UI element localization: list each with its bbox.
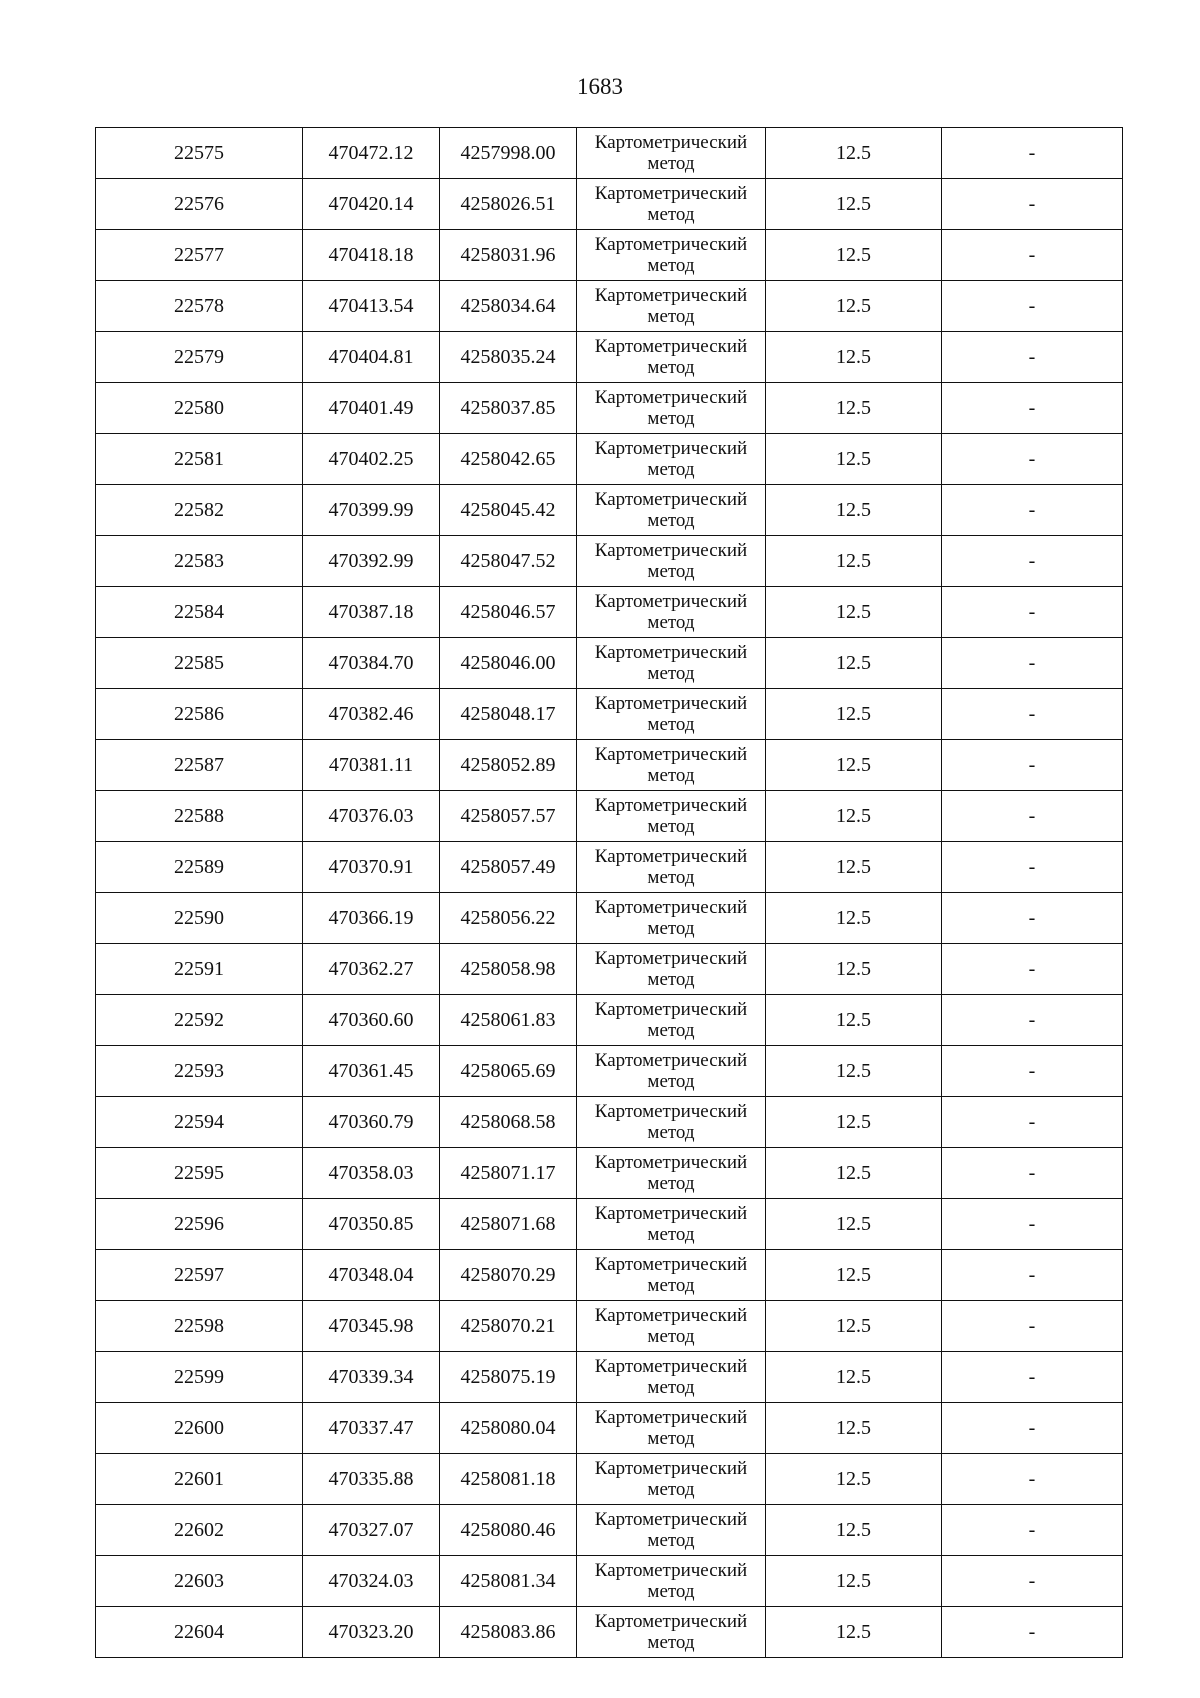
table-row bbox=[96, 689, 1123, 740]
point-number-cell: 22593 bbox=[96, 1046, 303, 1097]
y-coordinate-cell: 4258026.51 bbox=[440, 179, 577, 230]
method-line-2: метод bbox=[647, 918, 695, 939]
accuracy-cell: 12.5 bbox=[766, 1097, 942, 1148]
point-number-cell: 22596 bbox=[96, 1199, 303, 1250]
method-cell bbox=[577, 1148, 766, 1199]
point-number-cell: 22580 bbox=[96, 383, 303, 434]
accuracy-cell: 12.5 bbox=[766, 434, 942, 485]
x-coordinate-cell: 470335.88 bbox=[303, 1454, 440, 1505]
method-line-2: метод bbox=[647, 1071, 695, 1092]
point-number-cell: 22577 bbox=[96, 230, 303, 281]
note-cell: - bbox=[942, 536, 1123, 587]
method-cell bbox=[577, 1556, 766, 1607]
table-row bbox=[96, 842, 1123, 893]
method-cell bbox=[577, 893, 766, 944]
note-cell: - bbox=[942, 1403, 1123, 1454]
note-cell: - bbox=[942, 230, 1123, 281]
method-line-1: Картометрический bbox=[594, 1305, 748, 1326]
note-cell: - bbox=[942, 485, 1123, 536]
method-line-2: метод bbox=[647, 1326, 695, 1347]
method-cell bbox=[577, 1403, 766, 1454]
table-row bbox=[96, 1199, 1123, 1250]
table-row bbox=[96, 791, 1123, 842]
method-cell bbox=[577, 1607, 766, 1658]
table-row bbox=[96, 1046, 1123, 1097]
note-cell: - bbox=[942, 332, 1123, 383]
note-cell: - bbox=[942, 179, 1123, 230]
note-cell: - bbox=[942, 128, 1123, 179]
table-row bbox=[96, 383, 1123, 434]
table-row bbox=[96, 179, 1123, 230]
method-line-2: метод bbox=[647, 1581, 695, 1602]
x-coordinate-cell: 470384.70 bbox=[303, 638, 440, 689]
accuracy-cell: 12.5 bbox=[766, 536, 942, 587]
method-cell bbox=[577, 587, 766, 638]
method-line-2: метод bbox=[647, 1632, 695, 1653]
x-coordinate-cell: 470401.49 bbox=[303, 383, 440, 434]
point-number-cell: 22600 bbox=[96, 1403, 303, 1454]
accuracy-cell: 12.5 bbox=[766, 638, 942, 689]
x-coordinate-cell: 470366.19 bbox=[303, 893, 440, 944]
page-number: 1683 bbox=[577, 74, 623, 99]
method-line-2: метод bbox=[647, 510, 695, 531]
method-line-1: Картометрический bbox=[594, 285, 748, 306]
method-line-1: Картометрический bbox=[594, 489, 748, 510]
coordinates-table bbox=[95, 127, 1123, 1658]
accuracy-cell: 12.5 bbox=[766, 1352, 942, 1403]
method-line-2: метод bbox=[647, 408, 695, 429]
table-row bbox=[96, 230, 1123, 281]
accuracy-cell: 12.5 bbox=[766, 128, 942, 179]
method-line-1: Картометрический bbox=[594, 999, 748, 1020]
accuracy-cell: 12.5 bbox=[766, 1199, 942, 1250]
method-line-2: метод bbox=[647, 1020, 695, 1041]
accuracy-cell: 12.5 bbox=[766, 1148, 942, 1199]
note-cell: - bbox=[942, 791, 1123, 842]
method-line-1: Картометрический bbox=[594, 693, 748, 714]
method-cell bbox=[577, 383, 766, 434]
note-cell: - bbox=[942, 587, 1123, 638]
accuracy-cell: 12.5 bbox=[766, 995, 942, 1046]
method-line-2: метод bbox=[647, 1122, 695, 1143]
y-coordinate-cell: 4258056.22 bbox=[440, 893, 577, 944]
method-cell bbox=[577, 638, 766, 689]
method-line-1: Картометрический bbox=[594, 1458, 748, 1479]
accuracy-cell: 12.5 bbox=[766, 1250, 942, 1301]
method-cell bbox=[577, 740, 766, 791]
method-line-2: метод bbox=[647, 255, 695, 276]
y-coordinate-cell: 4258045.42 bbox=[440, 485, 577, 536]
x-coordinate-cell: 470360.60 bbox=[303, 995, 440, 1046]
table-row bbox=[96, 740, 1123, 791]
table-row bbox=[96, 1505, 1123, 1556]
y-coordinate-cell: 4258075.19 bbox=[440, 1352, 577, 1403]
method-line-1: Картометрический bbox=[594, 438, 748, 459]
x-coordinate-cell: 470420.14 bbox=[303, 179, 440, 230]
method-cell bbox=[577, 944, 766, 995]
point-number-cell: 22597 bbox=[96, 1250, 303, 1301]
accuracy-cell: 12.5 bbox=[766, 1301, 942, 1352]
point-number-cell: 22581 bbox=[96, 434, 303, 485]
method-line-1: Картометрический bbox=[594, 1611, 748, 1632]
x-coordinate-cell: 470413.54 bbox=[303, 281, 440, 332]
table-row bbox=[96, 1097, 1123, 1148]
y-coordinate-cell: 4257998.00 bbox=[440, 128, 577, 179]
table-row bbox=[96, 1607, 1123, 1658]
method-cell bbox=[577, 281, 766, 332]
method-line-1: Картометрический bbox=[594, 1152, 748, 1173]
table-body bbox=[96, 128, 1123, 1658]
method-line-1: Картометрический bbox=[594, 1356, 748, 1377]
table-row bbox=[96, 944, 1123, 995]
method-cell bbox=[577, 1505, 766, 1556]
table-row bbox=[96, 1301, 1123, 1352]
table-row bbox=[96, 1556, 1123, 1607]
accuracy-cell: 12.5 bbox=[766, 689, 942, 740]
method-cell bbox=[577, 1046, 766, 1097]
accuracy-cell: 12.5 bbox=[766, 1556, 942, 1607]
method-line-2: метод bbox=[647, 1224, 695, 1245]
accuracy-cell: 12.5 bbox=[766, 281, 942, 332]
x-coordinate-cell: 470381.11 bbox=[303, 740, 440, 791]
y-coordinate-cell: 4258031.96 bbox=[440, 230, 577, 281]
method-line-1: Картометрический bbox=[594, 591, 748, 612]
x-coordinate-cell: 470402.25 bbox=[303, 434, 440, 485]
point-number-cell: 22578 bbox=[96, 281, 303, 332]
accuracy-cell: 12.5 bbox=[766, 230, 942, 281]
method-line-1: Картометрический bbox=[594, 1560, 748, 1581]
accuracy-cell: 12.5 bbox=[766, 740, 942, 791]
x-coordinate-cell: 470350.85 bbox=[303, 1199, 440, 1250]
x-coordinate-cell: 470362.27 bbox=[303, 944, 440, 995]
method-cell bbox=[577, 230, 766, 281]
accuracy-cell: 12.5 bbox=[766, 1046, 942, 1097]
x-coordinate-cell: 470348.04 bbox=[303, 1250, 440, 1301]
table-row bbox=[96, 1352, 1123, 1403]
y-coordinate-cell: 4258057.49 bbox=[440, 842, 577, 893]
note-cell: - bbox=[942, 434, 1123, 485]
table-row bbox=[96, 536, 1123, 587]
method-line-2: метод bbox=[647, 663, 695, 684]
method-line-2: метод bbox=[647, 765, 695, 786]
x-coordinate-cell: 470382.46 bbox=[303, 689, 440, 740]
point-number-cell: 22602 bbox=[96, 1505, 303, 1556]
method-line-1: Картометрический bbox=[594, 132, 748, 153]
method-cell bbox=[577, 332, 766, 383]
y-coordinate-cell: 4258058.98 bbox=[440, 944, 577, 995]
note-cell: - bbox=[942, 638, 1123, 689]
method-line-2: метод bbox=[647, 153, 695, 174]
table-row bbox=[96, 128, 1123, 179]
accuracy-cell: 12.5 bbox=[766, 1607, 942, 1658]
method-line-2: метод bbox=[647, 1275, 695, 1296]
point-number-cell: 22594 bbox=[96, 1097, 303, 1148]
method-line-1: Картометрический bbox=[594, 540, 748, 561]
method-line-2: метод bbox=[647, 1530, 695, 1551]
y-coordinate-cell: 4258037.85 bbox=[440, 383, 577, 434]
method-cell bbox=[577, 1250, 766, 1301]
y-coordinate-cell: 4258042.65 bbox=[440, 434, 577, 485]
method-line-2: метод bbox=[647, 204, 695, 225]
table-row bbox=[96, 587, 1123, 638]
x-coordinate-cell: 470323.20 bbox=[303, 1607, 440, 1658]
method-line-2: метод bbox=[647, 1377, 695, 1398]
method-line-1: Картометрический bbox=[594, 1254, 748, 1275]
point-number-cell: 22582 bbox=[96, 485, 303, 536]
note-cell: - bbox=[942, 1046, 1123, 1097]
note-cell: - bbox=[942, 1454, 1123, 1505]
y-coordinate-cell: 4258081.18 bbox=[440, 1454, 577, 1505]
note-cell: - bbox=[942, 1199, 1123, 1250]
y-coordinate-cell: 4258061.83 bbox=[440, 995, 577, 1046]
y-coordinate-cell: 4258070.29 bbox=[440, 1250, 577, 1301]
method-line-1: Картометрический bbox=[594, 897, 748, 918]
method-line-1: Картометрический bbox=[594, 387, 748, 408]
method-line-2: метод bbox=[647, 969, 695, 990]
method-line-1: Картометрический bbox=[594, 183, 748, 204]
y-coordinate-cell: 4258057.57 bbox=[440, 791, 577, 842]
method-cell bbox=[577, 1199, 766, 1250]
table-row bbox=[96, 434, 1123, 485]
x-coordinate-cell: 470376.03 bbox=[303, 791, 440, 842]
table-row bbox=[96, 893, 1123, 944]
y-coordinate-cell: 4258052.89 bbox=[440, 740, 577, 791]
method-line-1: Картометрический bbox=[594, 846, 748, 867]
note-cell: - bbox=[942, 842, 1123, 893]
accuracy-cell: 12.5 bbox=[766, 383, 942, 434]
note-cell: - bbox=[942, 1097, 1123, 1148]
table-row bbox=[96, 281, 1123, 332]
point-number-cell: 22591 bbox=[96, 944, 303, 995]
method-cell bbox=[577, 1097, 766, 1148]
method-cell bbox=[577, 536, 766, 587]
method-line-2: метод bbox=[647, 459, 695, 480]
table-row bbox=[96, 638, 1123, 689]
point-number-cell: 22584 bbox=[96, 587, 303, 638]
method-line-2: метод bbox=[647, 816, 695, 837]
method-cell bbox=[577, 485, 766, 536]
x-coordinate-cell: 470472.12 bbox=[303, 128, 440, 179]
method-line-2: метод bbox=[647, 357, 695, 378]
y-coordinate-cell: 4258081.34 bbox=[440, 1556, 577, 1607]
y-coordinate-cell: 4258065.69 bbox=[440, 1046, 577, 1097]
y-coordinate-cell: 4258046.57 bbox=[440, 587, 577, 638]
note-cell: - bbox=[942, 1301, 1123, 1352]
note-cell: - bbox=[942, 944, 1123, 995]
method-cell bbox=[577, 842, 766, 893]
y-coordinate-cell: 4258070.21 bbox=[440, 1301, 577, 1352]
note-cell: - bbox=[942, 1505, 1123, 1556]
note-cell: - bbox=[942, 740, 1123, 791]
method-line-2: метод bbox=[647, 1173, 695, 1194]
note-cell: - bbox=[942, 281, 1123, 332]
accuracy-cell: 12.5 bbox=[766, 1403, 942, 1454]
y-coordinate-cell: 4258080.46 bbox=[440, 1505, 577, 1556]
point-number-cell: 22588 bbox=[96, 791, 303, 842]
note-cell: - bbox=[942, 893, 1123, 944]
method-line-1: Картометрический bbox=[594, 948, 748, 969]
point-number-cell: 22585 bbox=[96, 638, 303, 689]
table-row bbox=[96, 1148, 1123, 1199]
x-coordinate-cell: 470418.18 bbox=[303, 230, 440, 281]
table-row bbox=[96, 1454, 1123, 1505]
method-line-1: Картометрический bbox=[594, 1101, 748, 1122]
method-cell bbox=[577, 1301, 766, 1352]
point-number-cell: 22576 bbox=[96, 179, 303, 230]
y-coordinate-cell: 4258071.17 bbox=[440, 1148, 577, 1199]
accuracy-cell: 12.5 bbox=[766, 1454, 942, 1505]
method-line-1: Картометрический bbox=[594, 234, 748, 255]
method-line-1: Картометрический bbox=[594, 1050, 748, 1071]
x-coordinate-cell: 470358.03 bbox=[303, 1148, 440, 1199]
method-line-2: метод bbox=[647, 612, 695, 633]
point-number-cell: 22601 bbox=[96, 1454, 303, 1505]
y-coordinate-cell: 4258068.58 bbox=[440, 1097, 577, 1148]
table-row bbox=[96, 332, 1123, 383]
method-cell bbox=[577, 791, 766, 842]
point-number-cell: 22579 bbox=[96, 332, 303, 383]
method-line-2: метод bbox=[647, 561, 695, 582]
point-number-cell: 22604 bbox=[96, 1607, 303, 1658]
x-coordinate-cell: 470360.79 bbox=[303, 1097, 440, 1148]
y-coordinate-cell: 4258048.17 bbox=[440, 689, 577, 740]
y-coordinate-cell: 4258034.64 bbox=[440, 281, 577, 332]
note-cell: - bbox=[942, 995, 1123, 1046]
accuracy-cell: 12.5 bbox=[766, 1505, 942, 1556]
method-line-1: Картометрический bbox=[594, 1407, 748, 1428]
x-coordinate-cell: 470361.45 bbox=[303, 1046, 440, 1097]
note-cell: - bbox=[942, 689, 1123, 740]
method-cell bbox=[577, 434, 766, 485]
method-cell bbox=[577, 179, 766, 230]
method-line-1: Картометрический bbox=[594, 744, 748, 765]
method-line-1: Картометрический bbox=[594, 795, 748, 816]
x-coordinate-cell: 470337.47 bbox=[303, 1403, 440, 1454]
accuracy-cell: 12.5 bbox=[766, 791, 942, 842]
accuracy-cell: 12.5 bbox=[766, 842, 942, 893]
point-number-cell: 22587 bbox=[96, 740, 303, 791]
method-cell bbox=[577, 689, 766, 740]
point-number-cell: 22598 bbox=[96, 1301, 303, 1352]
point-number-cell: 22575 bbox=[96, 128, 303, 179]
x-coordinate-cell: 470399.99 bbox=[303, 485, 440, 536]
note-cell: - bbox=[942, 1607, 1123, 1658]
accuracy-cell: 12.5 bbox=[766, 485, 942, 536]
x-coordinate-cell: 470370.91 bbox=[303, 842, 440, 893]
method-line-2: метод bbox=[647, 867, 695, 888]
method-line-1: Картометрический bbox=[594, 642, 748, 663]
point-number-cell: 22586 bbox=[96, 689, 303, 740]
y-coordinate-cell: 4258080.04 bbox=[440, 1403, 577, 1454]
table-row bbox=[96, 485, 1123, 536]
note-cell: - bbox=[942, 383, 1123, 434]
x-coordinate-cell: 470327.07 bbox=[303, 1505, 440, 1556]
point-number-cell: 22583 bbox=[96, 536, 303, 587]
accuracy-cell: 12.5 bbox=[766, 587, 942, 638]
method-line-2: метод bbox=[647, 1428, 695, 1449]
x-coordinate-cell: 470324.03 bbox=[303, 1556, 440, 1607]
method-line-1: Картометрический bbox=[594, 336, 748, 357]
accuracy-cell: 12.5 bbox=[766, 332, 942, 383]
table-row bbox=[96, 995, 1123, 1046]
x-coordinate-cell: 470392.99 bbox=[303, 536, 440, 587]
y-coordinate-cell: 4258035.24 bbox=[440, 332, 577, 383]
y-coordinate-cell: 4258046.00 bbox=[440, 638, 577, 689]
note-cell: - bbox=[942, 1556, 1123, 1607]
method-line-1: Картометрический bbox=[594, 1203, 748, 1224]
accuracy-cell: 12.5 bbox=[766, 179, 942, 230]
note-cell: - bbox=[942, 1352, 1123, 1403]
point-number-cell: 22595 bbox=[96, 1148, 303, 1199]
y-coordinate-cell: 4258083.86 bbox=[440, 1607, 577, 1658]
method-cell bbox=[577, 128, 766, 179]
method-line-2: метод bbox=[647, 714, 695, 735]
point-number-cell: 22603 bbox=[96, 1556, 303, 1607]
method-cell bbox=[577, 1454, 766, 1505]
table-row bbox=[96, 1250, 1123, 1301]
point-number-cell: 22599 bbox=[96, 1352, 303, 1403]
method-line-2: метод bbox=[647, 306, 695, 327]
accuracy-cell: 12.5 bbox=[766, 893, 942, 944]
point-number-cell: 22589 bbox=[96, 842, 303, 893]
point-number-cell: 22592 bbox=[96, 995, 303, 1046]
y-coordinate-cell: 4258047.52 bbox=[440, 536, 577, 587]
x-coordinate-cell: 470404.81 bbox=[303, 332, 440, 383]
method-cell bbox=[577, 1352, 766, 1403]
y-coordinate-cell: 4258071.68 bbox=[440, 1199, 577, 1250]
note-cell: - bbox=[942, 1250, 1123, 1301]
method-line-2: метод bbox=[647, 1479, 695, 1500]
method-line-1: Картометрический bbox=[594, 1509, 748, 1530]
x-coordinate-cell: 470345.98 bbox=[303, 1301, 440, 1352]
method-cell bbox=[577, 995, 766, 1046]
table-row bbox=[96, 1403, 1123, 1454]
point-number-cell: 22590 bbox=[96, 893, 303, 944]
x-coordinate-cell: 470339.34 bbox=[303, 1352, 440, 1403]
x-coordinate-cell: 470387.18 bbox=[303, 587, 440, 638]
accuracy-cell: 12.5 bbox=[766, 944, 942, 995]
note-cell: - bbox=[942, 1148, 1123, 1199]
